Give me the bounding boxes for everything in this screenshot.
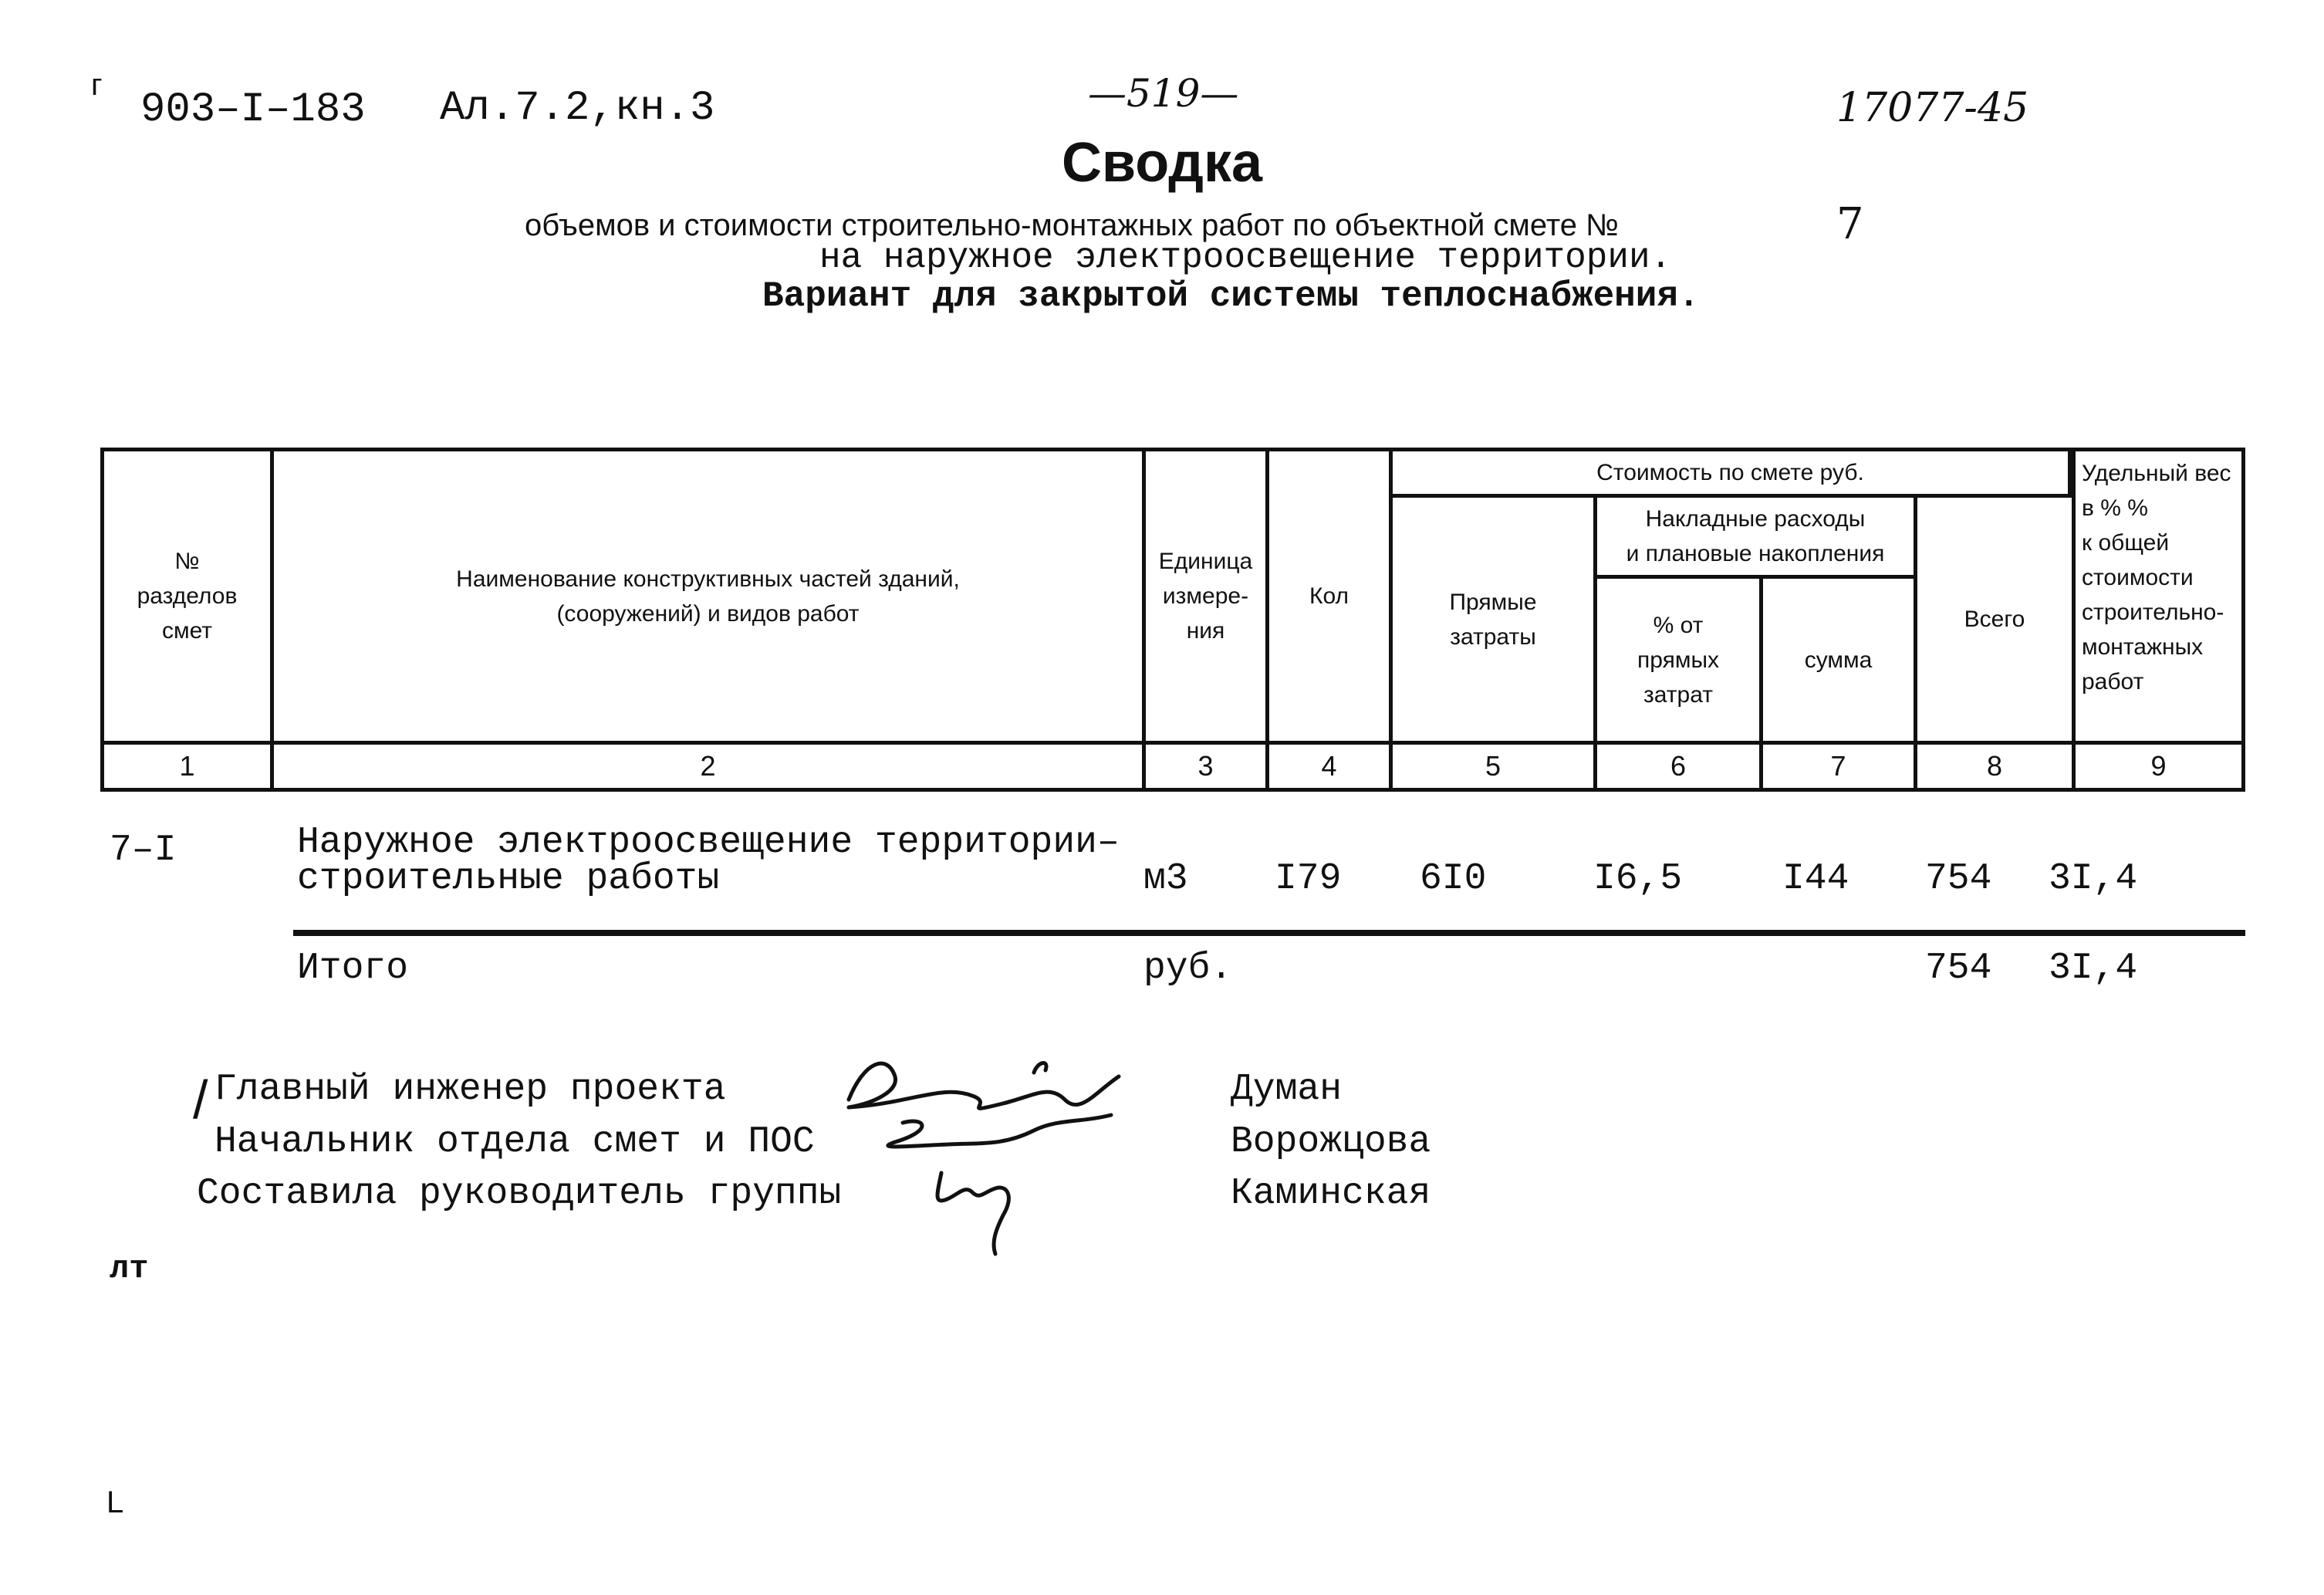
footer-mark: лт <box>110 1250 149 1287</box>
header-cost-group: Стоимость по смете руб. <box>1389 448 2072 498</box>
signature-role-group-leader: Составила руководитель группы <box>197 1173 842 1215</box>
subtitle-line-3: Вариант для закрытой системы теплоснабжения. <box>762 276 1700 316</box>
header-direct-costs: Прямые затраты <box>1389 494 1597 745</box>
total-divider <box>293 930 2245 936</box>
column-number-1: 1 <box>100 741 274 792</box>
header-percent-of-direct: % от прямых затрат <box>1593 575 1763 745</box>
header-section-number: № разделов смет <box>100 448 274 745</box>
header-work-name: Наименование конструктивных частей зданий, (сооружений) и видов работ <box>270 448 1146 745</box>
row-total: 754 <box>1925 858 1992 900</box>
column-number-4: 4 <box>1265 741 1393 792</box>
signature-role-head-of-estimates: Начальник отдела смет и ПОС <box>214 1121 815 1163</box>
total-label: Итого <box>297 948 409 989</box>
page-number: —519— <box>1088 71 1239 116</box>
table-header <box>100 448 2245 792</box>
corner-mark: г <box>91 68 103 102</box>
row-name-line-1: Наружное электроосвещение территории– <box>297 822 1120 863</box>
total-value: 754 <box>1925 948 1992 989</box>
row-section: 7–I <box>110 830 177 871</box>
document-code-left: 903–I–183 <box>140 86 366 133</box>
column-number-7: 7 <box>1759 741 1917 792</box>
header-sum: сумма <box>1759 575 1917 745</box>
signature-name-head-of-estimates: Ворожцова <box>1231 1121 1431 1163</box>
column-number-5: 5 <box>1389 741 1597 792</box>
subtitle-line-2: на наружное электроосвещение территории. <box>819 238 1672 278</box>
row-sum: I44 <box>1782 858 1849 900</box>
estimate-number: 7 <box>1836 199 1864 249</box>
row-quantity: I79 <box>1275 858 1342 900</box>
row-direct-costs: 6I0 <box>1420 858 1487 900</box>
header-total: Всего <box>1914 494 2076 745</box>
header-share-weight: Удельный вес в % % к общей стоимости строительно- монтажных работ <box>2072 448 2245 745</box>
column-number-6: 6 <box>1593 741 1763 792</box>
subtitle-line-1: объемов и стоимости строительно-монтажных работ по объектной смете № <box>525 208 1619 242</box>
row-name-line-2: строительные работы <box>297 858 720 900</box>
signature-name-group-leader: Каминская <box>1231 1173 1431 1215</box>
document-title: Сводка <box>1061 132 1263 194</box>
corner-mark-bottom: L <box>106 1485 124 1519</box>
total-share-weight: 3I,4 <box>2049 948 2138 989</box>
column-number-2: 2 <box>270 741 1146 792</box>
signature-role-chief-engineer: Главный инженер проекта <box>214 1069 726 1110</box>
handwritten-signatures <box>802 1030 1157 1262</box>
header-quantity: Кол <box>1265 448 1393 745</box>
row-share-weight: 3I,4 <box>2049 858 2138 900</box>
document-code-right: 17077-45 <box>1836 85 2029 131</box>
column-number-9: 9 <box>2072 741 2245 792</box>
row-unit: м3 <box>1143 858 1188 900</box>
margin-slash: / <box>193 1070 208 1130</box>
signature-name-chief-engineer: Думан <box>1231 1069 1343 1110</box>
header-unit: Единица измере- ния <box>1142 448 1269 745</box>
column-number-8: 8 <box>1914 741 2076 792</box>
header-overhead-group: Накладные расходы и плановые накопления <box>1593 494 1917 579</box>
album-code: Ал.7.2,кн.3 <box>440 85 715 132</box>
row-percent: I6,5 <box>1593 858 1683 900</box>
total-unit: руб. <box>1143 948 1233 989</box>
column-number-3: 3 <box>1142 741 1269 792</box>
